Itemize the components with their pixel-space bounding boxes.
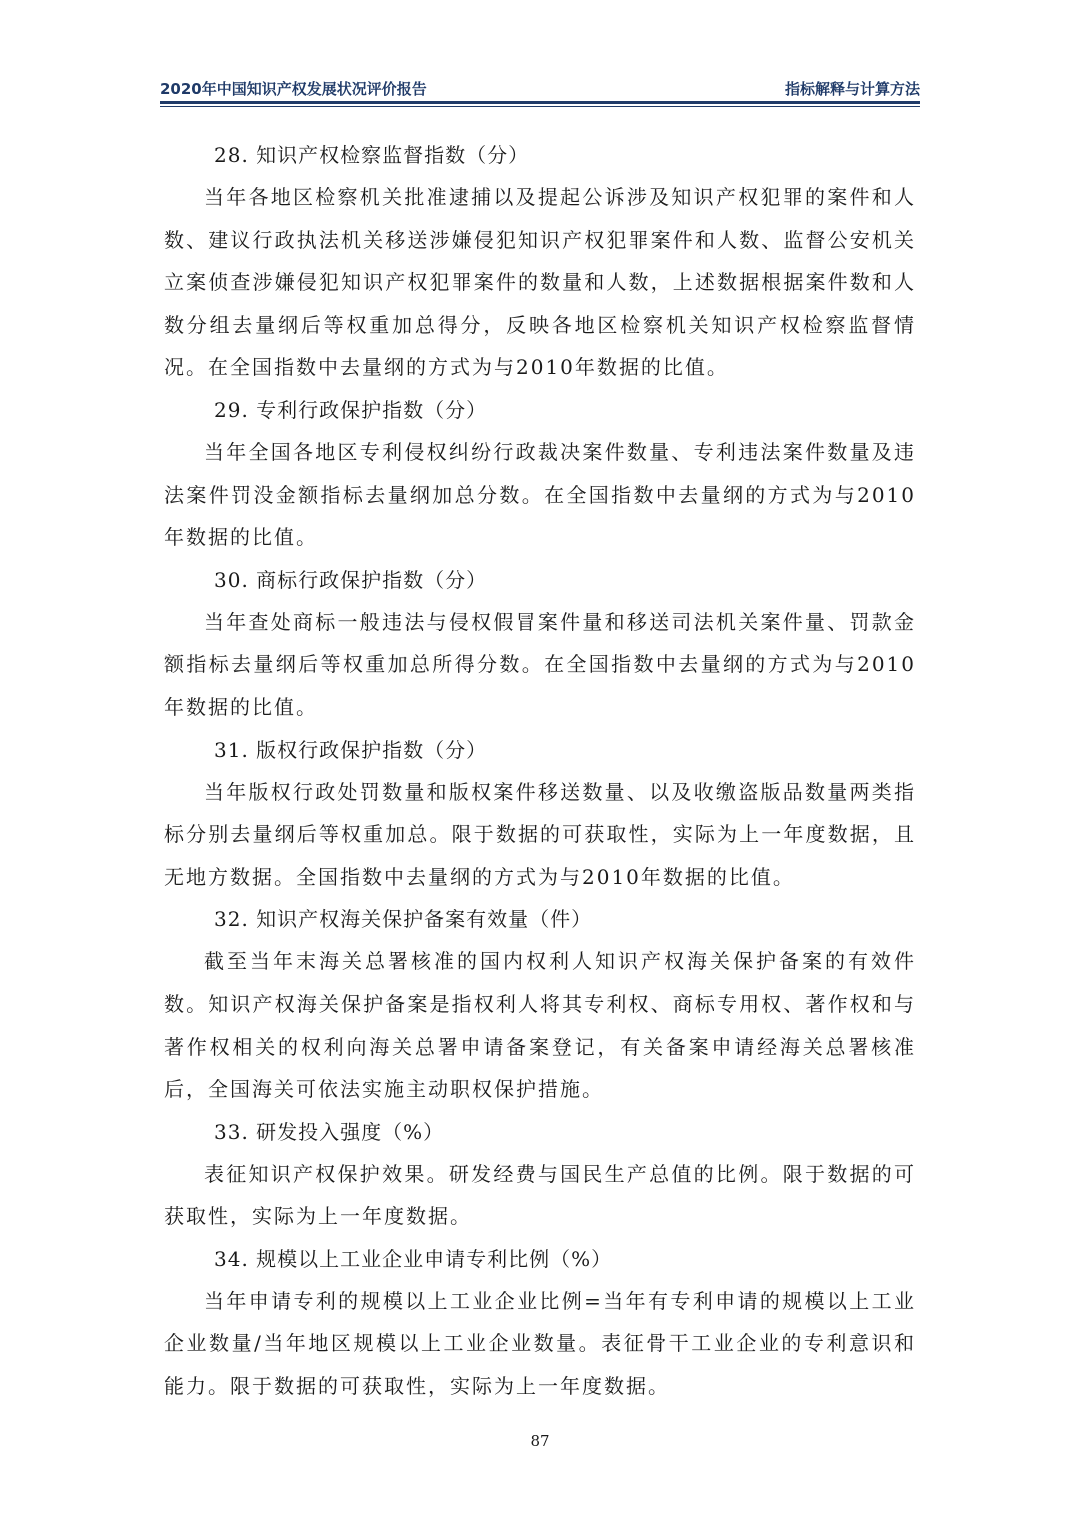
section-30: [164, 559, 916, 729]
section-28: [164, 134, 916, 389]
section-heading: 33. 研发投入强度（%）: [214, 1119, 445, 1144]
section-paragraph: 表征知识产权保护效果。研发经费与国民生产总值的比例。限于数据的可获取性，实际为上一年度数据。: [164, 1161, 916, 1229]
page-number: 87: [530, 1432, 550, 1450]
section-29: [164, 389, 916, 559]
header-rule: [160, 101, 920, 104]
section-paragraph: 当年查处商标一般违法与侵权假冒案件量和移送司法机关案件量、罚款金额指标去量纲后等权重加总所得分数。在全国指数中去量纲的方式为与2010年数据的比值。: [164, 609, 916, 719]
page-header: [160, 76, 920, 102]
section-heading: 28. 知识产权检察监督指数（分）: [214, 143, 530, 167]
section-heading: 32. 知识产权海关保护备案有效量（件）: [214, 907, 593, 932]
section-heading: 29. 专利行政保护指数（分）: [214, 397, 488, 422]
report-title: 2020年中国知识产权发展状况评价报告: [160, 80, 427, 98]
section-paragraph: 当年版权行政处罚数量和版权案件移送数量、以及收缴盗版品数量两类指标分别去量纲后等权重加总。限于数据的可获取性，实际为上一年度数据，且无地方数据。全国指数中去量纲的方式为与2010年数据的比值。: [164, 779, 916, 889]
section-title: 指标解释与计算方法: [784, 80, 920, 98]
section-heading: 30. 商标行政保护指数（分）: [214, 567, 488, 592]
section-paragraph: 当年全国各地区专利侵权纠纷行政裁决案件数量、专利违法案件数量及违法案件罚没金额指标去量纲加总分数。在全国指数中去量纲的方式为与2010年数据的比值。: [164, 439, 916, 550]
section-heading: 31. 版权行政保护指数（分）: [214, 737, 488, 762]
section-32: [164, 898, 916, 1110]
document-body: [164, 134, 916, 1408]
section-34: [164, 1238, 916, 1408]
section-paragraph: 当年申请专利的规模以上工业企业比例=当年有专利申请的规模以上工业企业数量/当年地区规模以上工业企业数量。表征骨干工业企业的专利意识和能力。限于数据的可获取性，实际为上一年度数据。: [164, 1288, 916, 1399]
section-31: [164, 729, 916, 899]
section-33: [164, 1111, 916, 1238]
section-heading: 34. 规模以上工业企业申请专利比例（%）: [214, 1246, 613, 1271]
section-paragraph: 截至当年末海关总署核准的国内权利人知识产权海关保护备案的有效件数。知识产权海关保护备案是指权利人将其专利权、商标专用权、著作权和与著作权相关的权利向海关总署申请备案登记，有关备案申请经海关总署核准后，全国海关可依法实施主动职权保护措施。: [164, 949, 916, 1102]
header-rule-thin: [160, 106, 920, 107]
section-paragraph: 当年各地区检察机关批准逮捕以及提起公诉涉及知识产权犯罪的案件和人数、建议行政执法机关移送涉嫌侵犯知识产权犯罪案件和人数、监督公安机关立案侦查涉嫌侵犯知识产权犯罪案件的数量和人数，上述数据根据案件数和人数分组去量纲后等权重加总得分，反映各地区检察机关知识产权检察监督情况。在全国指数中去量纲的方式为与2010年数据的比值。: [164, 185, 916, 380]
